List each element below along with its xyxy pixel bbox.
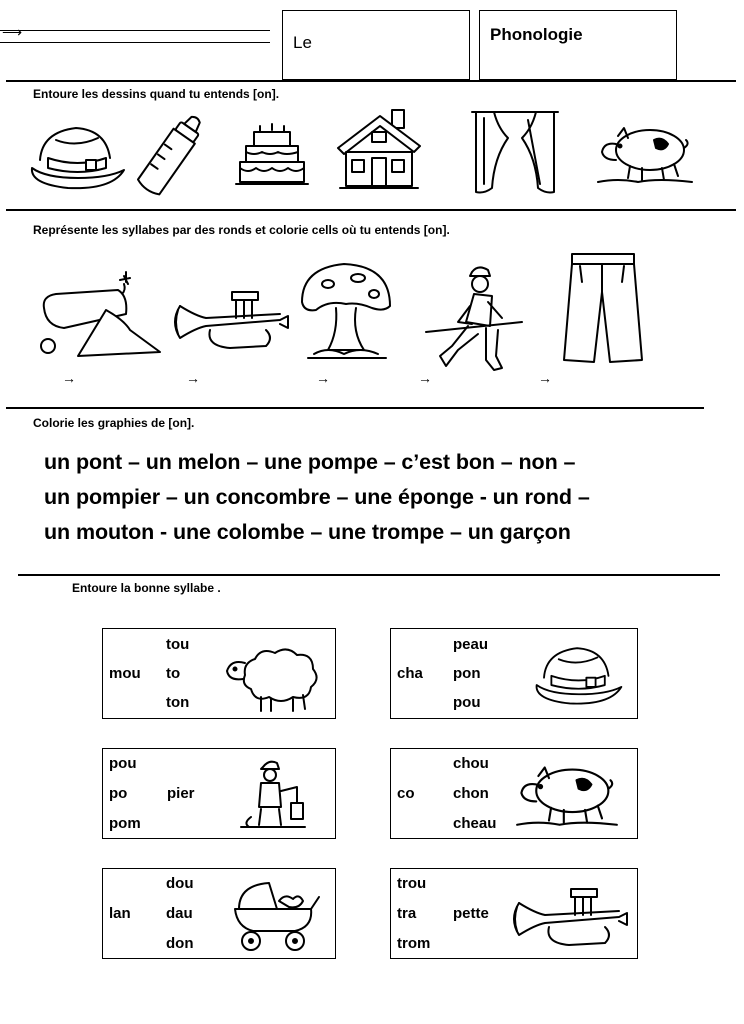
card-suffix: pette xyxy=(453,905,489,922)
syllable-card-5 xyxy=(102,868,336,959)
word-line-3[interactable]: un mouton - une colombe – une trompe – un garçon xyxy=(44,520,571,544)
pram-icon xyxy=(229,879,321,953)
divider xyxy=(6,209,736,211)
syllable-card-3 xyxy=(102,748,336,839)
trumpet-icon xyxy=(509,885,631,951)
subject-box xyxy=(479,10,677,80)
card-prefix: mou xyxy=(109,665,141,682)
exercise1-instruction: Entoure les dessins quand tu entends [on]. xyxy=(33,87,280,101)
syllable-option[interactable]: dou xyxy=(166,875,194,892)
syllable-option[interactable]: pom xyxy=(109,815,141,832)
syllable-option[interactable]: tou xyxy=(166,636,190,653)
firefighter-icon xyxy=(237,757,309,833)
divider xyxy=(18,574,720,576)
trousers-icon xyxy=(562,252,648,366)
syllable-option[interactable]: dau xyxy=(166,905,193,922)
syllable-option[interactable]: peau xyxy=(453,636,489,653)
word-line-1[interactable]: un pont – un melon – une pompe – c’est bon – non – xyxy=(44,450,576,474)
syllable-option[interactable]: ton xyxy=(166,694,190,711)
syllable-arrow-4: → xyxy=(418,370,432,386)
name-writing-lines xyxy=(0,24,272,46)
sheep-icon xyxy=(221,645,321,713)
syllable-option[interactable]: trou xyxy=(397,875,427,892)
pig-icon xyxy=(598,120,692,186)
curtains-icon xyxy=(470,108,560,196)
mushroom-icon xyxy=(298,258,394,362)
divider xyxy=(6,80,736,82)
cake-icon xyxy=(236,122,308,188)
syllable-arrow-3: → xyxy=(316,370,330,386)
syllable-card-4 xyxy=(390,748,638,839)
firefighter-icon xyxy=(422,262,534,378)
divider xyxy=(6,407,704,409)
exercise3-instruction: Colorie les graphies de [on]. xyxy=(33,416,195,430)
name-box[interactable] xyxy=(282,10,470,80)
hat-icon xyxy=(28,118,128,194)
name-prefix: Le xyxy=(293,33,312,52)
baby-bottle-icon xyxy=(136,110,206,200)
pig-icon xyxy=(517,759,617,829)
trumpet-icon xyxy=(170,288,292,354)
syllable-card-1 xyxy=(102,628,336,719)
card-prefix: co xyxy=(397,785,415,802)
subject-title: Phonologie xyxy=(490,25,583,44)
house-icon xyxy=(334,106,424,192)
syllable-option[interactable]: pou xyxy=(109,755,137,772)
syllable-option[interactable]: to xyxy=(166,665,181,682)
syllable-arrow-1: → xyxy=(62,370,76,386)
syllable-option[interactable]: don xyxy=(166,935,194,952)
card-suffix: pier xyxy=(167,785,195,802)
syllable-option[interactable]: pou xyxy=(453,694,481,711)
exercise4-instruction: Entoure la bonne syllabe . xyxy=(72,581,221,595)
syllable-option[interactable]: tra xyxy=(397,905,417,922)
syllable-option[interactable]: trom xyxy=(397,935,431,952)
card-prefix: cha xyxy=(397,665,423,682)
hat-icon xyxy=(531,639,627,709)
card-prefix: lan xyxy=(109,905,131,922)
syllable-option[interactable]: pon xyxy=(453,665,481,682)
syllable-card-2 xyxy=(390,628,638,719)
syllable-card-6 xyxy=(390,868,638,959)
cannon-icon xyxy=(34,270,164,364)
syllable-arrow-2: → xyxy=(186,370,200,386)
word-line-2[interactable]: un pompier – un concombre – une éponge - un rond – xyxy=(44,485,590,509)
syllable-option[interactable]: chou xyxy=(453,755,489,772)
syllable-arrow-5: → xyxy=(538,370,552,386)
syllable-option[interactable]: po xyxy=(109,785,128,802)
exercise2-instruction: Représente les syllabes par des ronds et colorie cells où tu entends [on]. xyxy=(33,223,450,237)
arrow-icon: ⟶ xyxy=(2,24,23,40)
syllable-option[interactable]: cheau xyxy=(453,815,497,832)
syllable-option[interactable]: chon xyxy=(453,785,489,802)
